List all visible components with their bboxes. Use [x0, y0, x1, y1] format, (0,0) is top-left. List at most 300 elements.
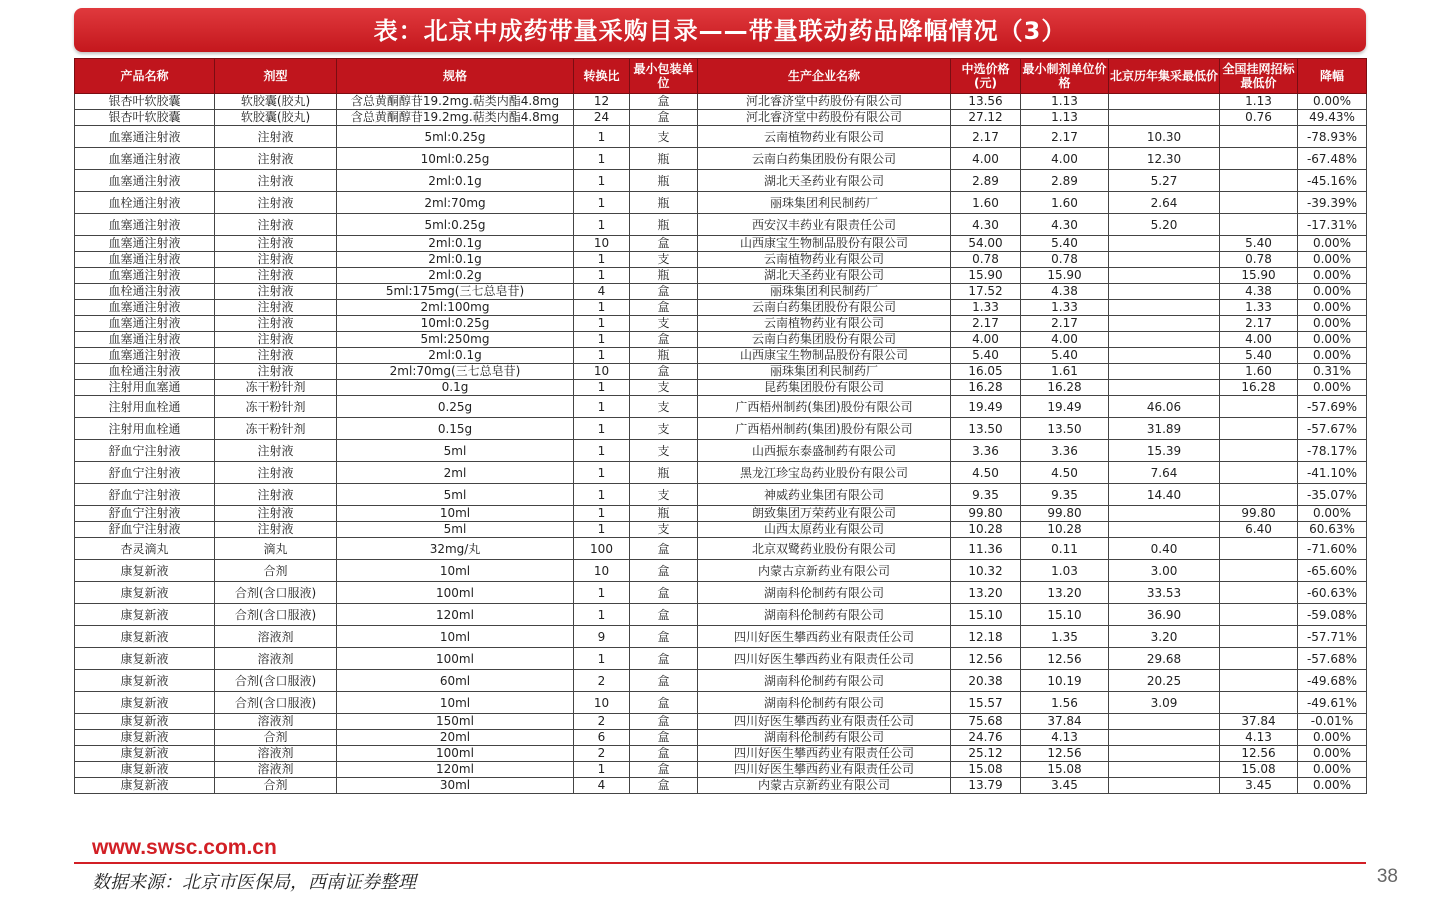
- cell-reduction: 0.00%: [1298, 284, 1367, 300]
- cell-national-bid-low: [1220, 192, 1298, 214]
- cell-min-package-unit: 瓶: [630, 462, 698, 484]
- cell-reduction: -67.48%: [1298, 148, 1367, 170]
- cell-selected-price: 13.56: [951, 94, 1021, 110]
- cell-manufacturer: 山西康宝生物制品股份有限公司: [698, 348, 951, 364]
- table-row: [75, 506, 1367, 522]
- table-row: [75, 364, 1367, 380]
- cell-min-unit-price: 1.61: [1021, 364, 1109, 380]
- cell-specification: 2ml: [337, 462, 574, 484]
- cell-product-name: 舒血宁注射液: [75, 484, 215, 506]
- table-row: [75, 746, 1367, 762]
- header-conversion-ratio: 转换比: [574, 59, 630, 94]
- cell-min-unit-price: 4.30: [1021, 214, 1109, 236]
- cell-reduction: -78.17%: [1298, 440, 1367, 462]
- cell-manufacturer: 云南植物药业有限公司: [698, 316, 951, 332]
- cell-beijing-historical-low: [1109, 778, 1220, 794]
- cell-selected-price: 16.28: [951, 380, 1021, 396]
- table-row: [75, 522, 1367, 538]
- cell-product-name: 血塞通注射液: [75, 148, 215, 170]
- cell-national-bid-low: 4.13: [1220, 730, 1298, 746]
- cell-beijing-historical-low: [1109, 332, 1220, 348]
- table-row: [75, 538, 1367, 560]
- cell-national-bid-low: [1220, 170, 1298, 192]
- cell-min-unit-price: 1.13: [1021, 94, 1109, 110]
- cell-selected-price: 15.10: [951, 604, 1021, 626]
- table-row: [75, 778, 1367, 794]
- table-row: [75, 484, 1367, 506]
- table-row: [75, 332, 1367, 348]
- cell-specification: 120ml: [337, 604, 574, 626]
- cell-product-name: 血塞通注射液: [75, 214, 215, 236]
- cell-dosage-form: 注射液: [215, 192, 337, 214]
- cell-dosage-form: 溶液剂: [215, 648, 337, 670]
- cell-national-bid-low: 15.08: [1220, 762, 1298, 778]
- cell-national-bid-low: [1220, 648, 1298, 670]
- cell-min-package-unit: 瓶: [630, 148, 698, 170]
- cell-selected-price: 4.30: [951, 214, 1021, 236]
- cell-min-unit-price: 10.19: [1021, 670, 1109, 692]
- cell-dosage-form: 注射液: [215, 484, 337, 506]
- cell-specification: 5ml: [337, 484, 574, 506]
- cell-min-package-unit: 盒: [630, 300, 698, 316]
- cell-manufacturer: 云南白药集团股份有限公司: [698, 300, 951, 316]
- cell-specification: 5ml:0.25g: [337, 214, 574, 236]
- cell-reduction: -17.31%: [1298, 214, 1367, 236]
- cell-national-bid-low: [1220, 604, 1298, 626]
- cell-conversion-ratio: 1: [574, 582, 630, 604]
- cell-selected-price: 15.08: [951, 762, 1021, 778]
- cell-reduction: 0.00%: [1298, 236, 1367, 252]
- cell-min-unit-price: 1.56: [1021, 692, 1109, 714]
- cell-selected-price: 13.79: [951, 778, 1021, 794]
- header-selected-price: 中选价格(元): [951, 59, 1021, 94]
- cell-dosage-form: 注射液: [215, 148, 337, 170]
- cell-national-bid-low: 5.40: [1220, 236, 1298, 252]
- cell-manufacturer: 黑龙江珍宝岛药业股份有限公司: [698, 462, 951, 484]
- cell-selected-price: 16.05: [951, 364, 1021, 380]
- table-row: [75, 396, 1367, 418]
- table-row: [75, 440, 1367, 462]
- cell-min-unit-price: 5.40: [1021, 348, 1109, 364]
- cell-beijing-historical-low: 36.90: [1109, 604, 1220, 626]
- cell-min-package-unit: 盒: [630, 692, 698, 714]
- cell-selected-price: 10.28: [951, 522, 1021, 538]
- header-beijing-historical-low: 北京历年集采最低价: [1109, 59, 1220, 94]
- cell-conversion-ratio: 1: [574, 214, 630, 236]
- cell-dosage-form: 注射液: [215, 440, 337, 462]
- data-source-note: 数据来源：北京市医保局，西南证券整理: [92, 872, 416, 893]
- cell-min-unit-price: 0.78: [1021, 252, 1109, 268]
- cell-reduction: 0.00%: [1298, 94, 1367, 110]
- cell-specification: 5ml:0.25g: [337, 126, 574, 148]
- cell-product-name: 康复新液: [75, 746, 215, 762]
- cell-min-unit-price: 4.13: [1021, 730, 1109, 746]
- cell-selected-price: 12.18: [951, 626, 1021, 648]
- cell-conversion-ratio: 1: [574, 522, 630, 538]
- cell-conversion-ratio: 4: [574, 778, 630, 794]
- cell-dosage-form: 合剂: [215, 778, 337, 794]
- cell-manufacturer: 四川好医生攀西药业有限责任公司: [698, 714, 951, 730]
- cell-min-package-unit: 盒: [630, 648, 698, 670]
- cell-beijing-historical-low: 7.64: [1109, 462, 1220, 484]
- cell-manufacturer: 神威药业集团有限公司: [698, 484, 951, 506]
- cell-product-name: 血塞通注射液: [75, 126, 215, 148]
- cell-dosage-form: 注射液: [215, 348, 337, 364]
- cell-product-name: 血栓通注射液: [75, 192, 215, 214]
- cell-selected-price: 1.60: [951, 192, 1021, 214]
- cell-dosage-form: 合剂: [215, 730, 337, 746]
- cell-reduction: -0.01%: [1298, 714, 1367, 730]
- cell-conversion-ratio: 1: [574, 604, 630, 626]
- cell-min-unit-price: 12.56: [1021, 648, 1109, 670]
- cell-reduction: 0.00%: [1298, 316, 1367, 332]
- table-row: [75, 714, 1367, 730]
- cell-beijing-historical-low: [1109, 348, 1220, 364]
- cell-specification: 2ml:0.1g: [337, 170, 574, 192]
- cell-national-bid-low: 1.60: [1220, 364, 1298, 380]
- cell-national-bid-low: [1220, 582, 1298, 604]
- cell-min-unit-price: 1.13: [1021, 110, 1109, 126]
- table-row: [75, 316, 1367, 332]
- cell-specification: 2ml:70mg(三七总皂苷): [337, 364, 574, 380]
- cell-specification: 10ml: [337, 506, 574, 522]
- cell-dosage-form: 注射液: [215, 252, 337, 268]
- cell-beijing-historical-low: [1109, 94, 1220, 110]
- cell-national-bid-low: 3.45: [1220, 778, 1298, 794]
- cell-dosage-form: 溶液剂: [215, 746, 337, 762]
- cell-min-unit-price: 1.35: [1021, 626, 1109, 648]
- cell-specification: 32mg/丸: [337, 538, 574, 560]
- cell-conversion-ratio: 1: [574, 348, 630, 364]
- cell-selected-price: 20.38: [951, 670, 1021, 692]
- cell-conversion-ratio: 1: [574, 396, 630, 418]
- cell-reduction: 0.31%: [1298, 364, 1367, 380]
- cell-selected-price: 15.90: [951, 268, 1021, 284]
- table-row: [75, 560, 1367, 582]
- cell-manufacturer: 湖南科伦制药有限公司: [698, 582, 951, 604]
- header-min-package-unit: 最小包装单位: [630, 59, 698, 94]
- cell-conversion-ratio: 1: [574, 316, 630, 332]
- cell-product-name: 康复新液: [75, 730, 215, 746]
- cell-national-bid-low: 6.40: [1220, 522, 1298, 538]
- cell-manufacturer: 广西梧州制药(集团)股份有限公司: [698, 396, 951, 418]
- cell-min-unit-price: 15.10: [1021, 604, 1109, 626]
- cell-reduction: -59.08%: [1298, 604, 1367, 626]
- cell-conversion-ratio: 1: [574, 440, 630, 462]
- cell-dosage-form: 冻干粉针剂: [215, 380, 337, 396]
- table-row: [75, 462, 1367, 484]
- cell-reduction: 0.00%: [1298, 762, 1367, 778]
- cell-selected-price: 1.33: [951, 300, 1021, 316]
- cell-selected-price: 4.00: [951, 148, 1021, 170]
- cell-specification: 2ml:0.2g: [337, 268, 574, 284]
- cell-dosage-form: 注射液: [215, 506, 337, 522]
- cell-conversion-ratio: 2: [574, 746, 630, 762]
- cell-min-unit-price: 16.28: [1021, 380, 1109, 396]
- cell-manufacturer: 丽珠集团利民制药厂: [698, 192, 951, 214]
- cell-manufacturer: 四川好医生攀西药业有限责任公司: [698, 746, 951, 762]
- cell-national-bid-low: 1.33: [1220, 300, 1298, 316]
- cell-reduction: -45.16%: [1298, 170, 1367, 192]
- cell-product-name: 舒血宁注射液: [75, 522, 215, 538]
- cell-selected-price: 17.52: [951, 284, 1021, 300]
- cell-min-unit-price: 1.60: [1021, 192, 1109, 214]
- cell-dosage-form: 注射液: [215, 284, 337, 300]
- cell-product-name: 血塞通注射液: [75, 170, 215, 192]
- cell-product-name: 康复新液: [75, 692, 215, 714]
- cell-min-package-unit: 支: [630, 396, 698, 418]
- cell-beijing-historical-low: [1109, 380, 1220, 396]
- cell-specification: 0.1g: [337, 380, 574, 396]
- cell-beijing-historical-low: [1109, 300, 1220, 316]
- cell-selected-price: 54.00: [951, 236, 1021, 252]
- cell-min-package-unit: 支: [630, 418, 698, 440]
- cell-dosage-form: 溶液剂: [215, 762, 337, 778]
- cell-product-name: 血塞通注射液: [75, 348, 215, 364]
- cell-dosage-form: 注射液: [215, 462, 337, 484]
- cell-national-bid-low: [1220, 560, 1298, 582]
- cell-reduction: 60.63%: [1298, 522, 1367, 538]
- cell-selected-price: 4.50: [951, 462, 1021, 484]
- header-manufacturer: 生产企业名称: [698, 59, 951, 94]
- cell-product-name: 康复新液: [75, 714, 215, 730]
- cell-selected-price: 9.35: [951, 484, 1021, 506]
- cell-product-name: 血塞通注射液: [75, 300, 215, 316]
- cell-manufacturer: 湖北天圣药业有限公司: [698, 268, 951, 284]
- header-reduction: 降幅: [1298, 59, 1367, 94]
- cell-conversion-ratio: 10: [574, 364, 630, 380]
- cell-min-package-unit: 支: [630, 484, 698, 506]
- cell-min-package-unit: 支: [630, 252, 698, 268]
- cell-national-bid-low: [1220, 462, 1298, 484]
- header-dosage-form: 剂型: [215, 59, 337, 94]
- cell-min-unit-price: 10.28: [1021, 522, 1109, 538]
- cell-specification: 100ml: [337, 746, 574, 762]
- cell-min-package-unit: 支: [630, 440, 698, 462]
- website-logo-text: www.swsc.com.cn: [92, 836, 277, 859]
- cell-reduction: 0.00%: [1298, 746, 1367, 762]
- cell-manufacturer: 丽珠集团利民制药厂: [698, 364, 951, 380]
- cell-conversion-ratio: 9: [574, 626, 630, 648]
- cell-selected-price: 2.17: [951, 126, 1021, 148]
- cell-conversion-ratio: 1: [574, 300, 630, 316]
- cell-min-package-unit: 支: [630, 380, 698, 396]
- cell-conversion-ratio: 10: [574, 692, 630, 714]
- cell-beijing-historical-low: 5.20: [1109, 214, 1220, 236]
- table-row: [75, 762, 1367, 778]
- page-title: 表：北京中成药带量采购目录——带量联动药品降幅情况（3）: [74, 8, 1366, 52]
- cell-beijing-historical-low: 2.64: [1109, 192, 1220, 214]
- cell-reduction: -78.93%: [1298, 126, 1367, 148]
- cell-manufacturer: 湖南科伦制药有限公司: [698, 670, 951, 692]
- cell-selected-price: 11.36: [951, 538, 1021, 560]
- cell-beijing-historical-low: 29.68: [1109, 648, 1220, 670]
- cell-national-bid-low: 5.40: [1220, 348, 1298, 364]
- cell-reduction: 49.43%: [1298, 110, 1367, 126]
- cell-min-unit-price: 15.08: [1021, 762, 1109, 778]
- cell-min-package-unit: 盒: [630, 560, 698, 582]
- cell-specification: 120ml: [337, 762, 574, 778]
- cell-beijing-historical-low: [1109, 746, 1220, 762]
- cell-product-name: 血塞通注射液: [75, 268, 215, 284]
- cell-min-package-unit: 支: [630, 522, 698, 538]
- cell-national-bid-low: [1220, 484, 1298, 506]
- cell-product-name: 康复新液: [75, 648, 215, 670]
- cell-min-package-unit: 盒: [630, 582, 698, 604]
- cell-conversion-ratio: 12: [574, 94, 630, 110]
- cell-min-unit-price: 15.90: [1021, 268, 1109, 284]
- cell-min-package-unit: 盒: [630, 332, 698, 348]
- cell-national-bid-low: [1220, 440, 1298, 462]
- cell-min-package-unit: 盒: [630, 236, 698, 252]
- cell-manufacturer: 西安汉丰药业有限责任公司: [698, 214, 951, 236]
- cell-conversion-ratio: 1: [574, 170, 630, 192]
- cell-beijing-historical-low: [1109, 268, 1220, 284]
- cell-min-package-unit: 盒: [630, 626, 698, 648]
- cell-conversion-ratio: 24: [574, 110, 630, 126]
- cell-conversion-ratio: 1: [574, 252, 630, 268]
- cell-national-bid-low: [1220, 538, 1298, 560]
- cell-specification: 0.25g: [337, 396, 574, 418]
- cell-beijing-historical-low: 5.27: [1109, 170, 1220, 192]
- cell-beijing-historical-low: 3.20: [1109, 626, 1220, 648]
- table-row: [75, 380, 1367, 396]
- cell-min-unit-price: 3.36: [1021, 440, 1109, 462]
- cell-selected-price: 27.12: [951, 110, 1021, 126]
- cell-selected-price: 0.78: [951, 252, 1021, 268]
- cell-national-bid-low: 4.00: [1220, 332, 1298, 348]
- cell-specification: 5ml:175mg(三七总皂苷): [337, 284, 574, 300]
- cell-selected-price: 10.32: [951, 560, 1021, 582]
- cell-manufacturer: 内蒙古京新药业有限公司: [698, 778, 951, 794]
- table-row: [75, 94, 1367, 110]
- cell-manufacturer: 四川好医生攀西药业有限责任公司: [698, 648, 951, 670]
- cell-beijing-historical-low: [1109, 110, 1220, 126]
- cell-dosage-form: 注射液: [215, 364, 337, 380]
- cell-dosage-form: 注射液: [215, 236, 337, 252]
- cell-product-name: 康复新液: [75, 560, 215, 582]
- cell-product-name: 血栓通注射液: [75, 284, 215, 300]
- cell-manufacturer: 云南白药集团股份有限公司: [698, 148, 951, 170]
- table-row: [75, 126, 1367, 148]
- cell-specification: 0.15g: [337, 418, 574, 440]
- cell-min-unit-price: 9.35: [1021, 484, 1109, 506]
- cell-national-bid-low: [1220, 670, 1298, 692]
- table-row: [75, 268, 1367, 284]
- cell-min-unit-price: 3.45: [1021, 778, 1109, 794]
- cell-manufacturer: 河北睿济堂中药股份有限公司: [698, 110, 951, 126]
- cell-min-package-unit: 盒: [630, 604, 698, 626]
- cell-selected-price: 19.49: [951, 396, 1021, 418]
- cell-conversion-ratio: 10: [574, 560, 630, 582]
- cell-dosage-form: 合剂: [215, 560, 337, 582]
- cell-reduction: 0.00%: [1298, 268, 1367, 284]
- cell-product-name: 康复新液: [75, 778, 215, 794]
- cell-manufacturer: 湖南科伦制药有限公司: [698, 730, 951, 746]
- cell-min-unit-price: 4.38: [1021, 284, 1109, 300]
- cell-product-name: 康复新液: [75, 582, 215, 604]
- cell-beijing-historical-low: 15.39: [1109, 440, 1220, 462]
- cell-min-unit-price: 5.40: [1021, 236, 1109, 252]
- cell-min-unit-price: 1.03: [1021, 560, 1109, 582]
- header-specification: 规格: [337, 59, 574, 94]
- cell-specification: 150ml: [337, 714, 574, 730]
- cell-national-bid-low: [1220, 214, 1298, 236]
- cell-manufacturer: 四川好医生攀西药业有限责任公司: [698, 626, 951, 648]
- cell-manufacturer: 湖南科伦制药有限公司: [698, 692, 951, 714]
- cell-national-bid-low: 0.76: [1220, 110, 1298, 126]
- cell-min-package-unit: 瓶: [630, 506, 698, 522]
- cell-dosage-form: 注射液: [215, 300, 337, 316]
- cell-conversion-ratio: 2: [574, 670, 630, 692]
- cell-dosage-form: 软胶囊(胶丸): [215, 110, 337, 126]
- cell-reduction: -65.60%: [1298, 560, 1367, 582]
- cell-dosage-form: 溶液剂: [215, 626, 337, 648]
- cell-manufacturer: 云南植物药业有限公司: [698, 252, 951, 268]
- cell-min-package-unit: 盒: [630, 94, 698, 110]
- cell-min-unit-price: 12.56: [1021, 746, 1109, 762]
- cell-conversion-ratio: 1: [574, 268, 630, 284]
- cell-beijing-historical-low: 46.06: [1109, 396, 1220, 418]
- cell-manufacturer: 北京双鹭药业股份有限公司: [698, 538, 951, 560]
- cell-conversion-ratio: 1: [574, 192, 630, 214]
- cell-dosage-form: 注射液: [215, 332, 337, 348]
- cell-specification: 100ml: [337, 582, 574, 604]
- cell-manufacturer: 湖北天圣药业有限公司: [698, 170, 951, 192]
- cell-min-package-unit: 盒: [630, 746, 698, 762]
- cell-national-bid-low: [1220, 148, 1298, 170]
- cell-specification: 100ml: [337, 648, 574, 670]
- cell-reduction: 0.00%: [1298, 332, 1367, 348]
- cell-conversion-ratio: 1: [574, 126, 630, 148]
- table-row: [75, 148, 1367, 170]
- table-row: [75, 192, 1367, 214]
- cell-specification: 10ml: [337, 692, 574, 714]
- cell-min-package-unit: 瓶: [630, 192, 698, 214]
- cell-national-bid-low: 99.80: [1220, 506, 1298, 522]
- cell-manufacturer: 云南白药集团股份有限公司: [698, 332, 951, 348]
- cell-beijing-historical-low: 0.40: [1109, 538, 1220, 560]
- cell-national-bid-low: [1220, 126, 1298, 148]
- cell-dosage-form: 合剂(含口服液): [215, 604, 337, 626]
- cell-dosage-form: 合剂(含口服液): [215, 692, 337, 714]
- cell-dosage-form: 合剂(含口服液): [215, 582, 337, 604]
- cell-specification: 60ml: [337, 670, 574, 692]
- cell-product-name: 康复新液: [75, 604, 215, 626]
- cell-manufacturer: 云南植物药业有限公司: [698, 126, 951, 148]
- cell-conversion-ratio: 1: [574, 506, 630, 522]
- cell-specification: 2ml:70mg: [337, 192, 574, 214]
- cell-specification: 20ml: [337, 730, 574, 746]
- cell-dosage-form: 注射液: [215, 214, 337, 236]
- cell-selected-price: 4.00: [951, 332, 1021, 348]
- cell-dosage-form: 注射液: [215, 126, 337, 148]
- cell-specification: 10ml: [337, 626, 574, 648]
- cell-national-bid-low: 1.13: [1220, 94, 1298, 110]
- cell-beijing-historical-low: [1109, 252, 1220, 268]
- cell-selected-price: 2.17: [951, 316, 1021, 332]
- cell-manufacturer: 四川好医生攀西药业有限责任公司: [698, 762, 951, 778]
- cell-specification: 2ml:0.1g: [337, 252, 574, 268]
- cell-specification: 10ml:0.25g: [337, 316, 574, 332]
- cell-beijing-historical-low: [1109, 316, 1220, 332]
- cell-beijing-historical-low: [1109, 364, 1220, 380]
- cell-specification: 5ml: [337, 522, 574, 538]
- cell-reduction: 0.00%: [1298, 300, 1367, 316]
- cell-min-unit-price: 37.84: [1021, 714, 1109, 730]
- cell-min-package-unit: 支: [630, 126, 698, 148]
- cell-manufacturer: 山西康宝生物制品股份有限公司: [698, 236, 951, 252]
